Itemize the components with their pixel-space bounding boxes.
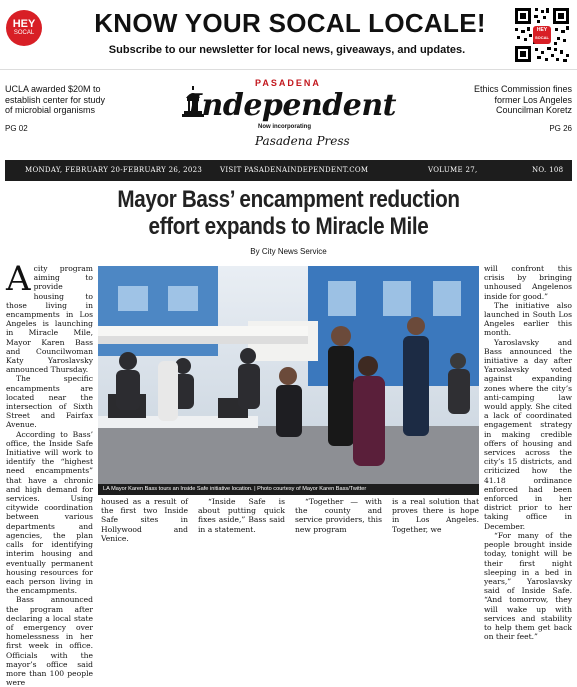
teaser-left-page: PG 02 bbox=[5, 123, 28, 133]
col1-para-1 bbox=[6, 259, 93, 375]
col4-text: “Together — with the county and service providers, this new program bbox=[295, 497, 382, 534]
photo-caption: LA Mayor Karen Bass tours an Inside Safe initiative location. | Photo courtesy of Mayor Karen Bass/Twitter bbox=[98, 484, 479, 495]
col1-para-4: Bass announced the program after declaring a local state of emergency over homelessness in her first week in office. Officials with the mayor’s office said more than 100 people were bbox=[6, 595, 93, 687]
col3-text: “Inside Safe is about putting quick fixes aside,” Bass said in a statement. bbox=[198, 497, 285, 534]
article-headline bbox=[75, 186, 502, 240]
teaser-right[interactable] bbox=[462, 84, 572, 134]
article-column-3 bbox=[198, 497, 285, 534]
date-bar bbox=[5, 160, 572, 181]
masthead-press: Pasadena Press bbox=[255, 134, 350, 148]
article-column-4 bbox=[295, 497, 382, 534]
article-column-1 bbox=[6, 259, 93, 687]
banner-headline: KNOW YOUR SOCAL LOCALE! bbox=[94, 8, 486, 38]
logo-bottom-text: SOCAL bbox=[13, 30, 35, 36]
teaser-left-text: UCLA awarded $20M to establish center for study of microbial organisms bbox=[5, 84, 106, 115]
teaser-right-page: PG 26 bbox=[549, 123, 572, 133]
newsletter-banner[interactable] bbox=[0, 0, 577, 70]
col2-text: housed as a result of the first two Inside Safe sites in Hollywood and Venice. bbox=[101, 497, 188, 543]
headline-line-1: Mayor Bass’ encampment reduction bbox=[117, 186, 460, 213]
masthead bbox=[160, 78, 420, 154]
col6-para-3: Yaroslavsky and Bass announced the initiative a day after Yaroslavsky voted against expanding zones where the city’s anti-camping law would apply. She cited a lack of coordinated engagement strategy in making credible offers of housing and services across the city’s 15 districts, and criticized how the 41.18 ordinance enforced had been enforced in her district prior to her taking office in December. bbox=[484, 337, 572, 531]
issue-date: MONDAY, FEBRUARY 20-FEBRUARY 26, 2023 bbox=[25, 166, 203, 174]
masthead-city: PASADENA bbox=[255, 78, 321, 88]
col6-para-4: “For many of the people brought inside today, tonight will be their first night sleeping in a bed in years,” Yaroslavsky said of Inside Safe. “And tomorrow, they will wake up with services and stability to help them get back on their feet.” bbox=[484, 530, 572, 642]
col1-para-1-text: city program aiming to provide housing to those living in encampments in Los Angeles is launching in Miracle Mile, Mayor Karen Bass and Councilwoman Katy Yaroslavsky announced Thursday. bbox=[6, 264, 93, 375]
col1-para-3: According to Bass’ office, the Inside Safe Initiative will work to identify the “highest need encampments” that have a chronic and high demand for services. Using citywide coordination between various departments and agencies, the plan calls for identifying interim housing and eventually permanent housing resources for each person living in the encampments. bbox=[6, 429, 93, 596]
logo-top-text: HEY bbox=[12, 18, 36, 30]
issue-volume: VOLUME 27, bbox=[428, 166, 478, 174]
website-link[interactable]: VISIT PASADENAINDEPENDENT.COM bbox=[220, 166, 369, 174]
article-column-2 bbox=[101, 497, 188, 543]
photo-scene bbox=[98, 266, 479, 484]
article-column-6 bbox=[484, 264, 572, 641]
qr-badge-bottom: SOCAL bbox=[535, 35, 549, 40]
issue-number: NO. 108 bbox=[532, 166, 564, 174]
col5-text: is a real solution that proves there is hope in Los Angeles. Together, we bbox=[392, 497, 479, 534]
teaser-right-text: Ethics Commission fines former Los Angeles Councilman Koretz bbox=[473, 84, 572, 115]
qr-logo-badge bbox=[533, 26, 551, 44]
dropcap: A bbox=[6, 259, 31, 299]
col6-para-2: The initiative also launched in South Los Angeles earlier this month. bbox=[484, 300, 572, 338]
col1-para-2: The specific encampments are located near the intersection of Sixth Street and Fairfax Avenue. bbox=[6, 374, 93, 430]
col6-para-1: will confront this crisis by bringing unhoused Angelenos inside for good.” bbox=[484, 264, 572, 301]
headline-line-2: effort expands to Miracle Mile bbox=[148, 213, 429, 240]
banner-subtext: Subscribe to our newsletter for local news, giveaways, and updates. bbox=[108, 44, 466, 56]
article-byline: By City News Service bbox=[250, 247, 327, 256]
masthead-paper-name: Independent bbox=[188, 88, 397, 123]
qr-code-icon[interactable] bbox=[513, 6, 571, 64]
article-column-5 bbox=[392, 497, 479, 534]
qr-badge-top: HEY bbox=[536, 27, 548, 33]
masthead-incorporating: Now incorporating bbox=[258, 124, 311, 130]
hey-socal-logo bbox=[6, 10, 42, 46]
teaser-left[interactable] bbox=[5, 84, 115, 134]
article-photo bbox=[98, 266, 479, 484]
